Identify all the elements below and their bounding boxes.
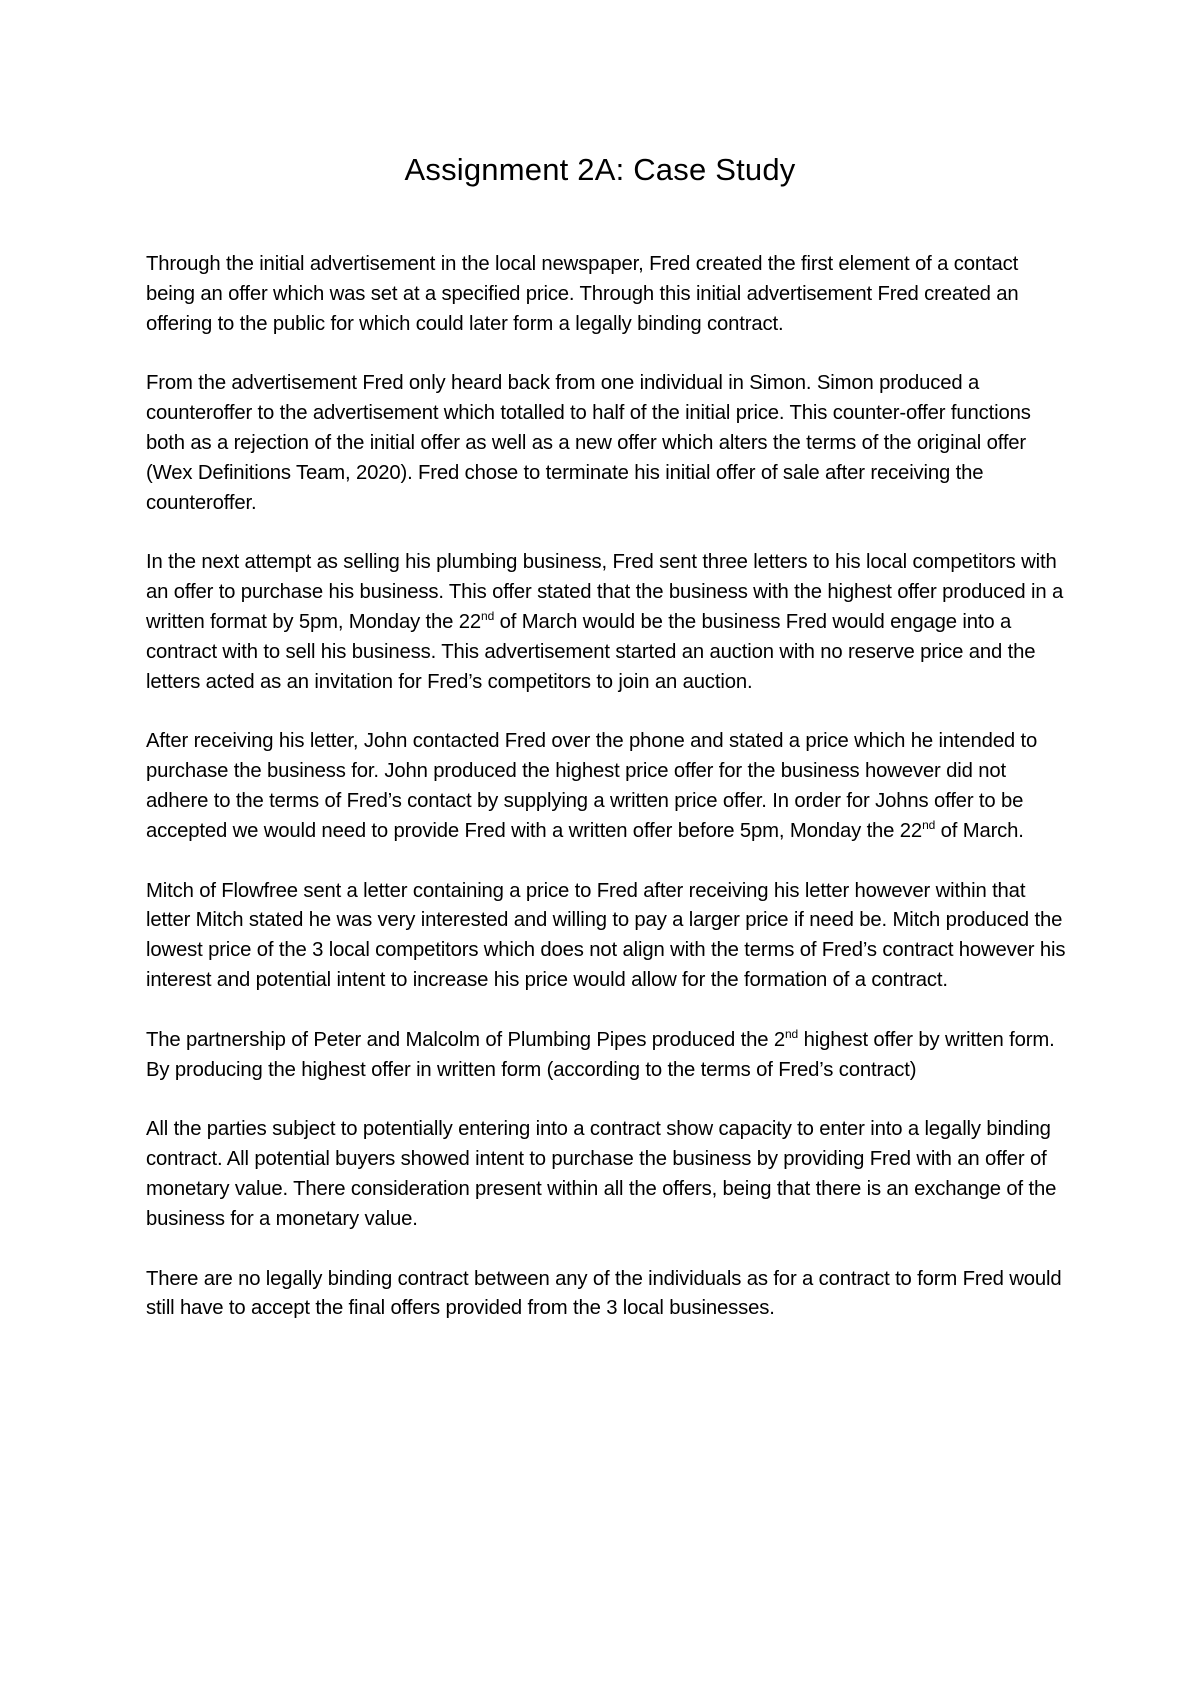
paragraph-text-part: After receiving his letter, John contacted Fred over the phone and stated a price which he intended to purchase the business for. John produced the highest price offer for the business however did not adhere to the terms of Fred’s contact by supplying a written price offer. In order for Johns offer to be accepted we would need to provide Fred with a written offer before 5pm, Monday the 22 [146, 730, 1038, 842]
paragraph-text: Through the initial advertisement in the local newspaper, Fred created the first element of a contact being an offer which was set at a specified price. Through this initial advertisement Fred created an offering to the public for which could later form a legally binding contract. [146, 253, 1019, 335]
paragraph-text: All the parties subject to potentially entering into a contract show capacity to enter into a legally binding contract. All potential buyers showed intent to purchase the business by providing Fred with an offer of monetary value. There consideration present within all the offers, being that there is an exchange of the business for a monetary value. [146, 1118, 1057, 1230]
paragraph-capacity-intent [146, 1115, 1066, 1234]
ordinal-superscript: nd [785, 1026, 799, 1041]
document-title: Assignment 2A: Case Study [404, 152, 796, 187]
paragraph-text-part: In the next attempt as selling his plumbing business, Fred sent three letters to his local competitors with an offer to purchase his business. This offer stated that the business with the highest offer produced in a written format by 5pm, Monday the 22 [146, 551, 1064, 633]
paragraph-text-part: of March would be the business Fred would engage into a contract with to sell his business. This advertisement started an auction with no reserve price and the letters acted as an invitation for Fred’s competitors to join an auction. [146, 610, 1036, 693]
document-body [146, 250, 1066, 1354]
paragraph-text-part: The partnership of Peter and Malcolm of Plumbing Pipes produced the 2 [146, 1028, 786, 1051]
paragraph-text: Mitch of Flowfree sent a letter containing a price to Fred after receiving his letter however within that letter Mitch stated he was very interested and willing to pay a larger price if need be. Mitch produced the lowest price of the 3 local competitors which does not align with the terms of Fred’s contract however his interest and potential intent to increase his price would allow for the formation of a contract. [146, 879, 1066, 991]
paragraph-john-offer [146, 727, 1066, 846]
paragraph-text-part: of March. [935, 819, 1024, 842]
paragraph-conclusion [146, 1265, 1066, 1325]
paragraph-text: From the advertisement Fred only heard back from one individual in Simon. Simon produced a counteroffer to the advertisement which totalled to half of the initial price. This counter-offer functions both as a rejection of the initial offer as well as a new offer which alters the terms of the original offer (Wex Definitions Team, 2020). Fred chose to terminate his initial offer of sale after receiving the counteroffer. [146, 372, 1031, 514]
ordinal-superscript: nd [922, 817, 936, 832]
paragraph-text: There are no legally binding contract between any of the individuals as for a contract to form Fred would still have to accept the final offers provided from the 3 local businesses. [146, 1267, 1062, 1320]
paragraph-partnership-offer [146, 1026, 1066, 1086]
paragraph-initial-advertisement [146, 250, 1066, 339]
paragraph-counteroffer [146, 369, 1066, 518]
paragraph-auction-letters [146, 548, 1066, 697]
paragraph-mitch-offer [146, 877, 1066, 996]
paragraph-text-part: highest offer by written form. By producing the highest offer in written form (according to the terms of Fred’s contract) [146, 1028, 1055, 1081]
ordinal-superscript: nd [481, 609, 495, 624]
